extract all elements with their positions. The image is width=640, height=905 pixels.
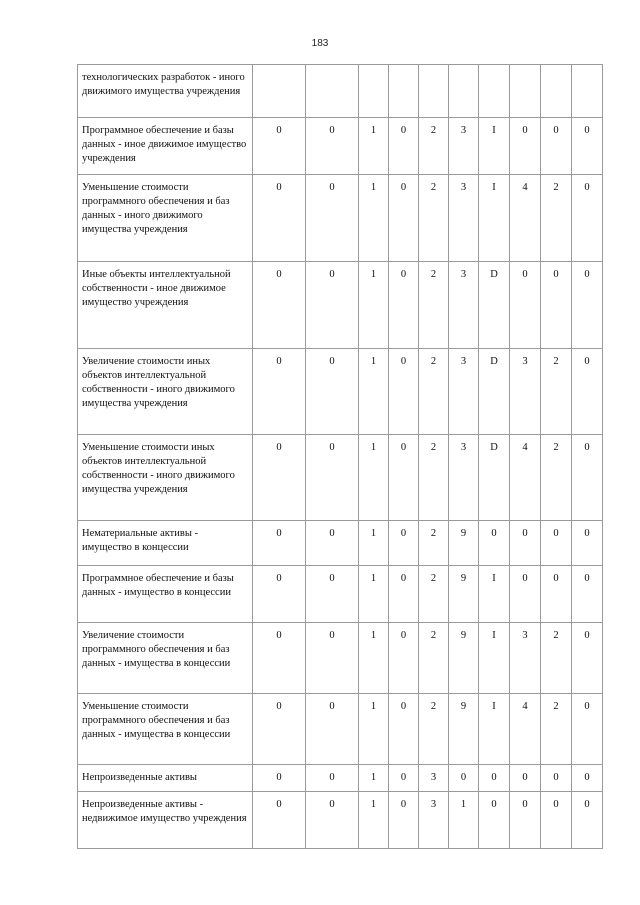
code-digit-cell: 0 [306,694,359,765]
code-digit-cell: 0 [389,566,419,623]
row-description: Иные объекты интеллектуальной собственности - иное движимое имущество учреждения [78,262,253,349]
code-digit-cell: 3 [449,262,479,349]
code-digit-cell: 2 [419,118,449,175]
code-digit-cell: 4 [510,175,541,262]
code-digit-cell: 1 [359,765,389,792]
code-digit-cell: 0 [572,694,603,765]
code-digit-cell: 0 [253,118,306,175]
table-row [78,435,603,521]
code-digit-cell: 3 [419,792,449,849]
code-digit-cell: 0 [572,521,603,566]
code-digit-cell: 0 [510,521,541,566]
code-digit-cell: 0 [389,792,419,849]
code-digit-cell: 1 [359,521,389,566]
code-digit-cell: 3 [449,175,479,262]
code-digit-cell: 2 [541,435,572,521]
code-digit-cell: 1 [359,435,389,521]
code-digit-cell: 0 [510,118,541,175]
code-digit-cell: D [479,435,510,521]
code-digit-cell: 2 [419,623,449,694]
code-digit-cell: 2 [541,623,572,694]
code-digit-cell: 0 [541,792,572,849]
code-digit-cell [253,65,306,118]
table-row [78,694,603,765]
code-digit-cell [572,65,603,118]
code-digit-cell: 1 [359,792,389,849]
code-digit-cell: 1 [359,623,389,694]
code-digit-cell: 2 [419,521,449,566]
code-digit-cell [389,65,419,118]
table-row [78,521,603,566]
row-description: Уменьшение стоимости программного обеспечения и баз данных - имущества в концессии [78,694,253,765]
code-digit-cell [359,65,389,118]
code-digit-cell: 0 [510,566,541,623]
code-digit-cell: 0 [306,349,359,435]
code-digit-cell: 0 [389,118,419,175]
row-description: Уменьшение стоимости иных объектов интеллектуальной собственности - иного движимого имущества учреждения [78,435,253,521]
code-digit-cell: 0 [253,435,306,521]
code-digit-cell: 0 [541,521,572,566]
code-digit-cell: I [479,566,510,623]
code-digit-cell: 0 [541,118,572,175]
code-digit-cell: 0 [572,792,603,849]
code-digit-cell: 0 [389,349,419,435]
code-digit-cell: 0 [253,349,306,435]
code-digit-cell: 4 [510,435,541,521]
code-digit-cell: I [479,694,510,765]
code-digit-cell: 0 [253,175,306,262]
code-digit-cell: 0 [541,765,572,792]
table-row [78,175,603,262]
table-row [78,262,603,349]
code-digit-cell: 3 [419,765,449,792]
code-digit-cell: 0 [572,349,603,435]
code-digit-cell: 2 [419,566,449,623]
row-description: Нематериальные активы - имущество в концессии [78,521,253,566]
row-description: Увеличение стоимости программного обеспечения и баз данных - имущества в концессии [78,623,253,694]
row-description: Непроизведенные активы [78,765,253,792]
row-description: Программное обеспечение и базы данных - иное движимое имущество учреждения [78,118,253,175]
table-row [78,765,603,792]
code-digit-cell: 2 [541,694,572,765]
code-digit-cell: 2 [419,262,449,349]
code-digit-cell: I [479,623,510,694]
code-digit-cell: 0 [253,262,306,349]
code-digit-cell: 0 [541,566,572,623]
row-description: Программное обеспечение и базы данных - имущество в концессии [78,566,253,623]
code-digit-cell: 3 [510,623,541,694]
table-row [78,118,603,175]
code-digit-cell: 0 [306,435,359,521]
code-digit-cell [449,65,479,118]
code-digit-cell: 0 [389,623,419,694]
table-row [78,65,603,118]
row-description: Непроизведенные активы - недвижимое имущество учреждения [78,792,253,849]
code-digit-cell [510,65,541,118]
code-digit-cell: 0 [389,694,419,765]
table-row [78,566,603,623]
code-digit-cell: 0 [572,175,603,262]
code-digit-cell: 0 [479,521,510,566]
code-digit-cell: 2 [419,175,449,262]
code-digit-cell: 3 [449,118,479,175]
code-digit-cell: 0 [510,765,541,792]
code-digit-cell: 0 [389,262,419,349]
table-row [78,623,603,694]
code-digit-cell: I [479,175,510,262]
code-digit-cell: 0 [253,623,306,694]
code-digit-cell: 0 [572,765,603,792]
code-digit-cell: 0 [389,521,419,566]
code-digit-cell: 1 [359,349,389,435]
code-digit-cell: 0 [572,118,603,175]
code-digit-cell: 0 [389,435,419,521]
code-digit-cell: 0 [541,262,572,349]
code-digit-cell: 0 [572,435,603,521]
code-digit-cell: 0 [510,262,541,349]
code-digit-cell: 1 [359,262,389,349]
code-digit-cell: 0 [306,792,359,849]
code-digit-cell: 0 [572,566,603,623]
table-body [78,65,603,849]
code-digit-cell: 0 [449,765,479,792]
code-digit-cell: 9 [449,521,479,566]
code-digit-cell: 0 [306,765,359,792]
code-digit-cell [419,65,449,118]
code-digit-cell: 9 [449,694,479,765]
code-digit-cell: 0 [306,566,359,623]
code-digit-cell: 0 [253,765,306,792]
code-digit-cell: 0 [253,792,306,849]
code-digit-cell: 0 [479,792,510,849]
code-digit-cell: 2 [419,435,449,521]
code-digit-cell: 2 [541,349,572,435]
code-digit-cell: 0 [306,175,359,262]
code-digit-cell: 0 [306,623,359,694]
code-digit-cell: 4 [510,694,541,765]
code-digit-cell: 9 [449,623,479,694]
code-digit-cell: 3 [449,435,479,521]
row-description: Увеличение стоимости иных объектов интеллектуальной собственности - иного движимого имущества учреждения [78,349,253,435]
code-digit-cell: D [479,262,510,349]
code-digit-cell: 1 [359,694,389,765]
code-digit-cell: 0 [479,765,510,792]
code-digit-cell: 3 [449,349,479,435]
code-digit-cell: 0 [510,792,541,849]
code-digit-cell: 2 [419,349,449,435]
code-digit-cell: 1 [449,792,479,849]
code-digit-cell: 2 [541,175,572,262]
code-digit-cell: 0 [389,765,419,792]
code-digit-cell: 0 [306,521,359,566]
code-digit-cell: 0 [253,521,306,566]
code-digit-cell [541,65,572,118]
code-digit-cell: 0 [306,118,359,175]
table-row [78,792,603,849]
account-codes-table [77,64,603,849]
table-row [78,349,603,435]
code-digit-cell: 9 [449,566,479,623]
code-digit-cell: 0 [572,623,603,694]
code-digit-cell: 1 [359,175,389,262]
row-description: технологических разработок - иного движимого имущества учреждения [78,65,253,118]
code-digit-cell: 2 [419,694,449,765]
code-digit-cell: 3 [510,349,541,435]
row-description: Уменьшение стоимости программного обеспечения и баз данных - иного движимого имущества учреждения [78,175,253,262]
code-digit-cell: 0 [306,262,359,349]
code-digit-cell: 1 [359,566,389,623]
code-digit-cell: 0 [253,566,306,623]
code-digit-cell: 0 [572,262,603,349]
code-digit-cell: I [479,118,510,175]
page-number: 183 [311,38,329,49]
code-digit-cell: 0 [389,175,419,262]
code-digit-cell: 0 [253,694,306,765]
code-digit-cell: D [479,349,510,435]
code-digit-cell [306,65,359,118]
code-digit-cell [479,65,510,118]
code-digit-cell: 1 [359,118,389,175]
